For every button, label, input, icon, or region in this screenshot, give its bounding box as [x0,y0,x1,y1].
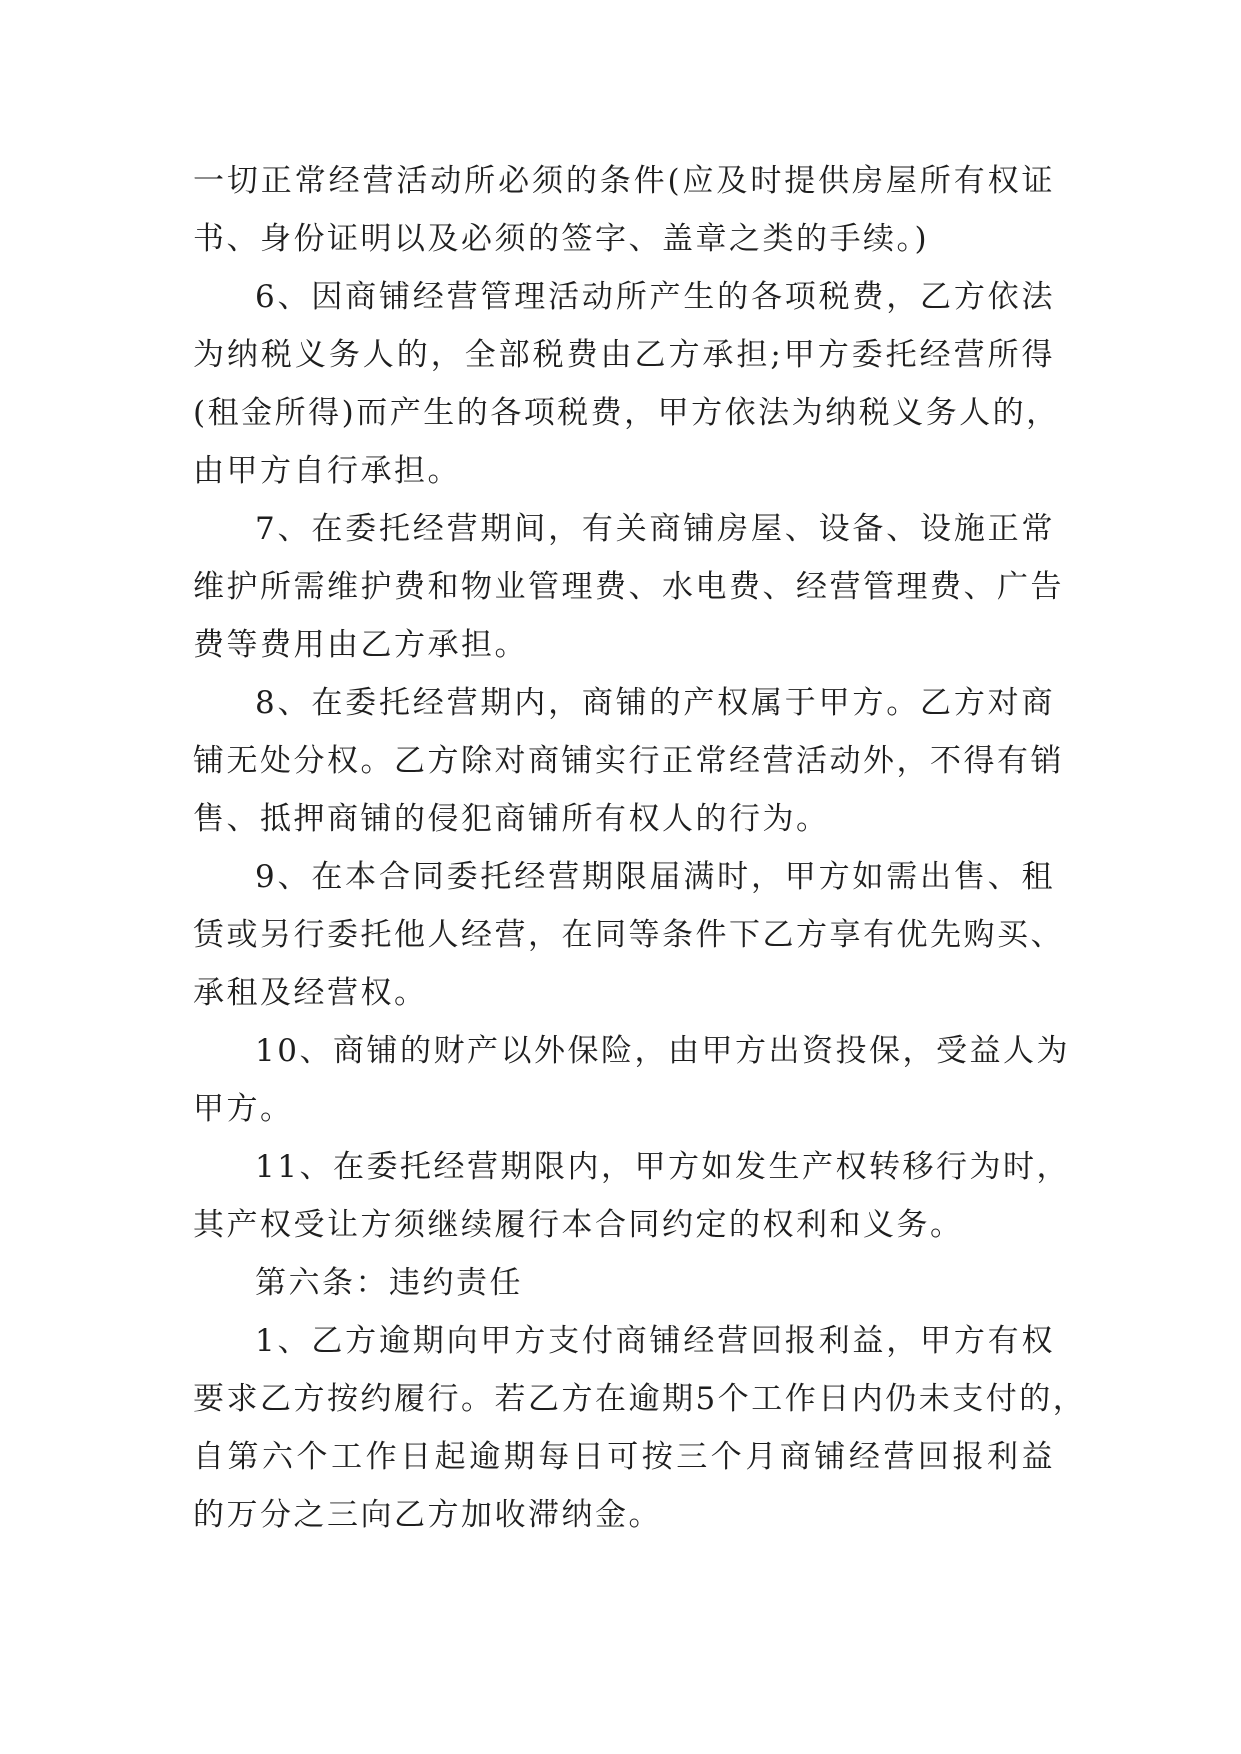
paragraph-clause-8 [193,674,1064,848]
text-line: 9、在本合同委托经营期限届满时，甲方如需出售、租 [255,859,1055,895]
text-line: 铺无处分权。乙方除对商铺实行正常经营活动外，不得有销 [193,743,1064,779]
paragraph-continuation [193,152,1055,268]
paragraph-clause-10 [193,1022,1070,1138]
text-line: 为纳税义务人的，全部税费由乙方承担;甲方委托经营所得 [193,337,1055,373]
paragraph-clause-11 [193,1138,1070,1254]
text-line: 费等费用由乙方承担。 [193,627,528,663]
text-line: 一切正常经营活动所必须的条件(应及时提供房屋所有权证 [193,163,1055,199]
document-body [193,152,1087,1544]
text-line: 的万分之三向乙方加收滞纳金。 [193,1497,662,1533]
text-line: 承租及经营权。 [193,975,428,1011]
text-line: 11、在委托经营期限内，甲方如发生产权转移行为时， [255,1149,1070,1185]
paragraph-article-6-clause-1 [193,1312,1087,1544]
text-line: 售、抵押商铺的侵犯商铺所有权人的行为。 [193,801,830,837]
text-line: 赁或另行委托他人经营，在同等条件下乙方享有优先购买、 [193,917,1064,953]
text-line: 其产权受让方须继续履行本合同约定的权利和义务。 [193,1207,964,1243]
text-line: 7、在委托经营期间，有关商铺房屋、设备、设施正常 [255,511,1055,547]
article-6-heading [193,1254,1055,1312]
text-line: 由甲方自行承担。 [193,453,461,489]
text-line: 1、乙方逾期向甲方支付商铺经营回报利益，甲方有权 [255,1323,1055,1359]
paragraph-clause-9 [193,848,1064,1022]
text-line: 自第六个工作日起逾期每日可按三个月商铺经营回报利益 [193,1439,1055,1475]
text-line: 要求乙方按约履行。若乙方在逾期5个工作日内仍未支付的， [193,1381,1087,1417]
section-heading: 第六条：违约责任 [255,1265,523,1301]
text-line: 维护所需维护费和物业管理费、水电费、经营管理费、广告 [193,569,1064,605]
text-line: 6、因商铺经营管理活动所产生的各项税费，乙方依法 [255,279,1055,315]
paragraph-clause-6 [193,268,1060,500]
text-line: 8、在委托经营期内，商铺的产权属于甲方。乙方对商 [255,685,1055,721]
text-line: 10、商铺的财产以外保险，由甲方出资投保，受益人为 [255,1033,1070,1069]
text-line: 甲方。 [193,1091,294,1127]
text-line: 书、身份证明以及必须的签字、盖章之类的手续。) [193,221,930,257]
text-line: (租金所得)而产生的各项税费，甲方依法为纳税义务人的， [193,395,1060,431]
paragraph-clause-7 [193,500,1064,674]
